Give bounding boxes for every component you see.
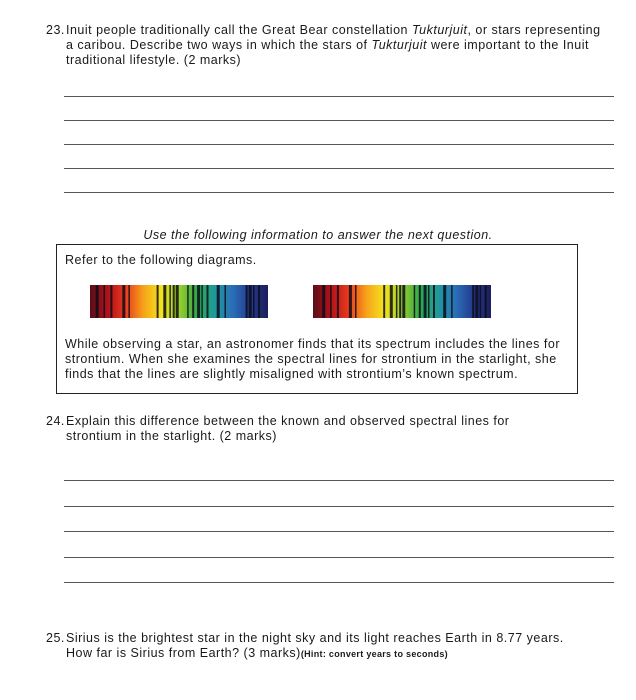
- spectral-line: [330, 285, 332, 318]
- spectral-line: [157, 285, 159, 318]
- question-number: 23.: [46, 23, 65, 37]
- question-number: 25.: [46, 631, 65, 645]
- spectral-line: [201, 285, 203, 318]
- q23-text-2b: were important to the Inuit: [426, 38, 589, 52]
- answer-line[interactable]: [64, 192, 614, 193]
- answer-line[interactable]: [64, 531, 614, 532]
- spectral-line: [383, 285, 385, 318]
- spectral-line: [258, 285, 260, 318]
- spectral-line: [176, 285, 179, 318]
- spectral-line: [428, 285, 430, 318]
- spectral-line: [451, 285, 453, 318]
- spectral-line: [96, 285, 99, 318]
- spectral-line: [249, 285, 252, 318]
- answer-line[interactable]: [64, 168, 614, 169]
- q23-text-2a: a caribou. Describe two ways in which the stars of: [66, 38, 372, 52]
- spectral-line: [197, 285, 200, 318]
- hint-text: (Hint: convert years to seconds): [300, 649, 448, 659]
- spectral-line: [399, 285, 401, 318]
- spectral-line: [187, 285, 189, 318]
- spectral-line: [424, 285, 427, 318]
- spectral-line: [217, 285, 220, 318]
- spectral-line: [475, 285, 478, 318]
- spectral-line: [169, 285, 171, 318]
- q24-text-2: strontium in the starlight. (2 marks): [66, 429, 277, 443]
- spectral-line: [122, 285, 125, 318]
- answer-line[interactable]: [64, 557, 614, 558]
- tukturjuit-term: Tukturjuit: [371, 38, 427, 52]
- q23-text-1a: Inuit people traditionally call the Great Bear constellation: [66, 23, 412, 37]
- spectral-line: [349, 285, 352, 318]
- spectral-line: [402, 285, 405, 318]
- q23-text-1b: , or stars representing: [467, 23, 601, 37]
- spectral-line: [390, 285, 393, 318]
- answer-line[interactable]: [64, 144, 614, 145]
- info-box: [56, 244, 578, 394]
- spectral-line: [396, 285, 398, 318]
- answer-line[interactable]: [64, 506, 614, 507]
- question-25: [46, 631, 612, 662]
- spectral-line: [192, 285, 194, 318]
- spectral-line: [104, 285, 106, 318]
- answer-line[interactable]: [64, 480, 614, 481]
- q25-text-1: Sirius is the brightest star in the night sky and its light reaches Earth in 8.77 years.: [66, 631, 564, 645]
- spectral-line: [110, 285, 112, 318]
- spectral-line: [163, 285, 166, 318]
- observed-spectrum: [313, 285, 491, 318]
- question-24: [46, 414, 612, 444]
- q25-text-2: How far is Sirius from Earth? (3 marks): [66, 646, 301, 660]
- q23-text-3: traditional lifestyle. (2 marks): [66, 53, 242, 67]
- spectrum-band: [90, 285, 268, 318]
- question-number: 24.: [46, 414, 65, 428]
- answer-line[interactable]: [64, 120, 614, 121]
- info-intro: Use the following information to answer the next question.: [143, 228, 493, 242]
- q24-text-1: Explain this difference between the known and observed spectral lines for: [66, 414, 510, 428]
- spectral-line: [485, 285, 487, 318]
- spectral-line: [472, 285, 474, 318]
- spectral-line: [419, 285, 421, 318]
- spectral-line: [355, 285, 357, 318]
- spectral-line: [253, 285, 255, 318]
- spectral-line: [337, 285, 339, 318]
- answer-line[interactable]: [64, 582, 614, 583]
- spectral-line: [207, 285, 209, 318]
- spectral-line: [225, 285, 227, 318]
- spectral-line: [433, 285, 435, 318]
- spectral-line: [480, 285, 482, 318]
- info-paragraph: While observing a star, an astronomer finds that its spectrum includes the lines for strontium. When she examines the spectral lines for strontium in the starlight, she finds that the lines are slightly misaligned with strontium’s known spectrum.: [65, 337, 560, 381]
- known-spectrum: [90, 285, 268, 318]
- answer-line[interactable]: [64, 96, 614, 97]
- tukturjuit-term: Tukturjuit: [411, 23, 468, 37]
- spectral-line: [128, 285, 130, 318]
- spectral-line: [322, 285, 325, 318]
- spectral-line: [414, 285, 416, 318]
- spectral-line: [443, 285, 446, 318]
- spectral-line: [173, 285, 175, 318]
- refer-text: Refer to the following diagrams.: [65, 253, 257, 267]
- spectral-line: [246, 285, 248, 318]
- question-23: [46, 23, 612, 68]
- spectrum-band: [313, 285, 491, 318]
